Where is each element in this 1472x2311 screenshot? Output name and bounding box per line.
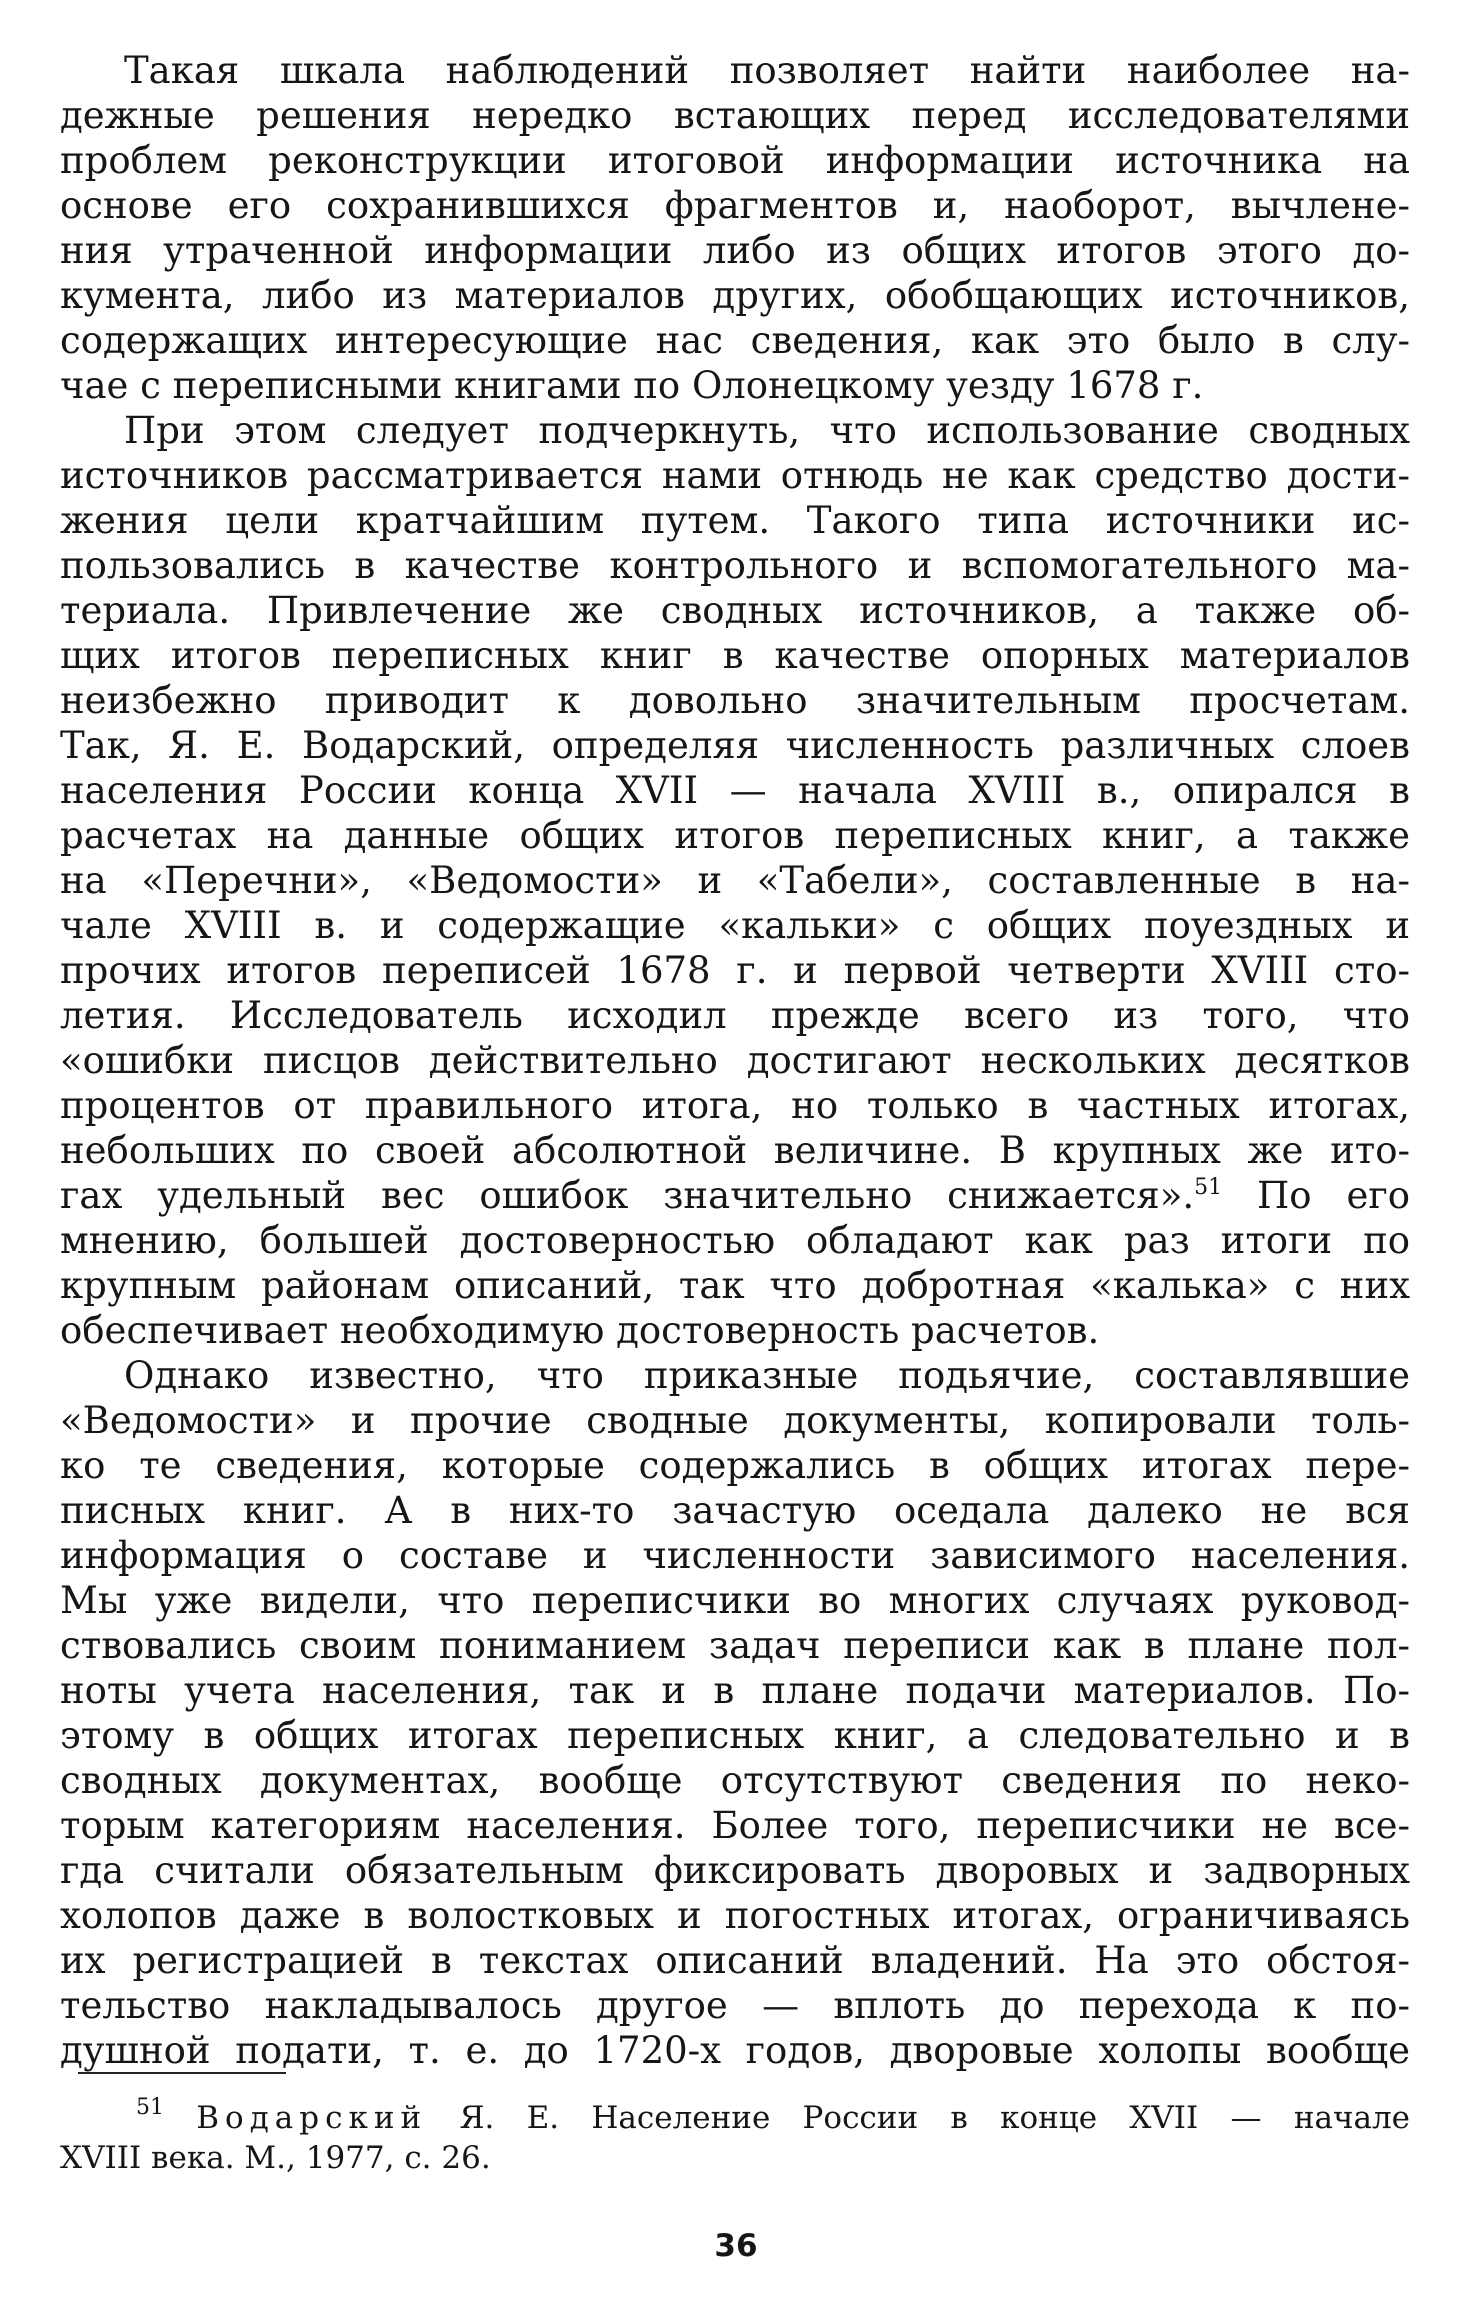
text-line: сводных документах, вообще отсутствуют сведения по неко- bbox=[60, 1759, 1410, 1802]
text-line: чале XVIII в. и содержащие «кальки» с общих поуездных и bbox=[60, 904, 1410, 947]
text-line: териала. Привлечение же сводных источников, а также об- bbox=[60, 589, 1410, 632]
text-line: содержащих интересующие нас сведения, как это было в слу- bbox=[60, 319, 1410, 362]
text-line: обеспечивает необходимую достоверность расчетов. bbox=[60, 1309, 1100, 1352]
text-line: ния утраченной информации либо из общих итогов этого до- bbox=[60, 229, 1410, 272]
text-line: При этом следует подчеркнуть, что использование сводных bbox=[124, 409, 1410, 452]
text-line: проблем реконструкции итоговой информации источника на bbox=[60, 139, 1410, 182]
text-line: их регистрацией в текстах описаний владений. На это обстоя- bbox=[60, 1939, 1410, 1982]
footnote-line bbox=[60, 2095, 1410, 2138]
paragraph-2 bbox=[60, 408, 1410, 1353]
text-line: торым категориям населения. Более того, переписчики не все- bbox=[60, 1804, 1410, 1847]
text-segment: гах удельный вес ошибок значительно снижается». bbox=[60, 1174, 1195, 1217]
footnote-author: Водарский bbox=[196, 2100, 428, 2136]
paragraph-1 bbox=[60, 48, 1410, 408]
text-line: душной подати, т. е. до 1720-х годов, дворовые холопы вообще bbox=[60, 2029, 1410, 2072]
text-line: крупным районам описаний, так что добротная «калька» с них bbox=[60, 1264, 1410, 1307]
text-line: жения цели кратчайшим путем. Такого типа источники ис- bbox=[60, 499, 1410, 542]
text-line: населения России конца XVII — начала XVIII в., опирался в bbox=[60, 769, 1410, 812]
text-line: основе его сохранившихся фрагментов и, наоборот, вычлене- bbox=[60, 184, 1410, 227]
text-line: тельство накладывалось другое — вплоть до перехода к по- bbox=[60, 1984, 1410, 2027]
text-line: неизбежно приводит к довольно значительным просчетам. bbox=[60, 679, 1410, 722]
text-line: писных книг. А в них-то зачастую оседала далеко не вся bbox=[60, 1489, 1410, 1532]
footnote-line: XVIII века. М., 1977, с. 26. bbox=[60, 2140, 491, 2176]
page-number: 36 bbox=[714, 2228, 758, 2264]
text-line: летия. Исследователь исходил прежде всего из того, что bbox=[60, 994, 1410, 1037]
text-line: чае с переписными книгами по Олонецкому уезду 1678 г. bbox=[60, 364, 1204, 407]
page-body bbox=[60, 48, 1410, 2073]
text-line: ствовались своим пониманием задач переписи как в плане пол- bbox=[60, 1624, 1410, 1667]
text-segment: По его bbox=[1222, 1174, 1410, 1217]
text-line: дежные решения нередко встающих перед исследователями bbox=[60, 94, 1410, 137]
footnote bbox=[60, 2095, 1410, 2178]
text-line: гда считали обязательным фиксировать дворовых и задворных bbox=[60, 1849, 1410, 1892]
text-line: информация о составе и численности зависимого населения. bbox=[60, 1534, 1410, 1577]
text-line-with-footnote bbox=[60, 1173, 1410, 1218]
text-line: холопов даже в волостковых и погостных итогах, ограничиваясь bbox=[60, 1894, 1410, 1937]
text-line: мнению, большей достоверностью обладают как раз итоги по bbox=[60, 1219, 1410, 1262]
text-line: Так, Я. Е. Водарский, определяя численность различных слоев bbox=[60, 724, 1410, 767]
text-line: источников рассматривается нами отнюдь не как средство дости- bbox=[60, 454, 1410, 497]
text-line: щих итогов переписных книг в качестве опорных материалов bbox=[60, 634, 1410, 677]
text-line: ко те сведения, которые содержались в общих итогах пере- bbox=[60, 1444, 1410, 1487]
text-line: Такая шкала наблюдений позволяет найти наиболее на- bbox=[124, 49, 1410, 92]
paragraph-3 bbox=[60, 1353, 1410, 2073]
text-line: «ошибки писцов действительно достигают нескольких десятков bbox=[60, 1039, 1410, 1082]
text-line: на «Перечни», «Ведомости» и «Табели», составленные в на- bbox=[60, 859, 1410, 902]
text-line: небольших по своей абсолютной величине. В крупных же ито- bbox=[60, 1129, 1410, 1172]
text-line: Мы уже видели, что переписчики во многих случаях руковод- bbox=[60, 1579, 1410, 1622]
text-line: кумента, либо из материалов других, обобщающих источников, bbox=[60, 274, 1410, 317]
text-line: прочих итогов переписей 1678 г. и первой четверти XVIII сто- bbox=[60, 949, 1410, 992]
footnote-divider bbox=[78, 2072, 286, 2074]
text-line: пользовались в качестве контрольного и вспомогательного ма- bbox=[60, 544, 1410, 587]
text-line: расчетах на данные общих итогов переписных книг, а также bbox=[60, 814, 1410, 857]
text-line: ноты учета населения, так и в плане подачи материалов. По- bbox=[60, 1669, 1410, 1712]
footnote-text: Я. Е. Население России в конце XVII — начале bbox=[427, 2100, 1410, 2136]
footnote-reference[interactable]: 51 bbox=[1194, 1175, 1223, 1200]
text-line: этому в общих итогах переписных книг, а следовательно и в bbox=[60, 1714, 1410, 1757]
text-line: процентов от правильного итога, но только в частных итогах, bbox=[60, 1084, 1410, 1127]
text-line: Однако известно, что приказные подьячие, составлявшие bbox=[124, 1354, 1410, 1397]
text-line: «Ведомости» и прочие сводные документы, копировали толь- bbox=[60, 1399, 1410, 1442]
footnote-number: 51 bbox=[136, 2095, 164, 2120]
